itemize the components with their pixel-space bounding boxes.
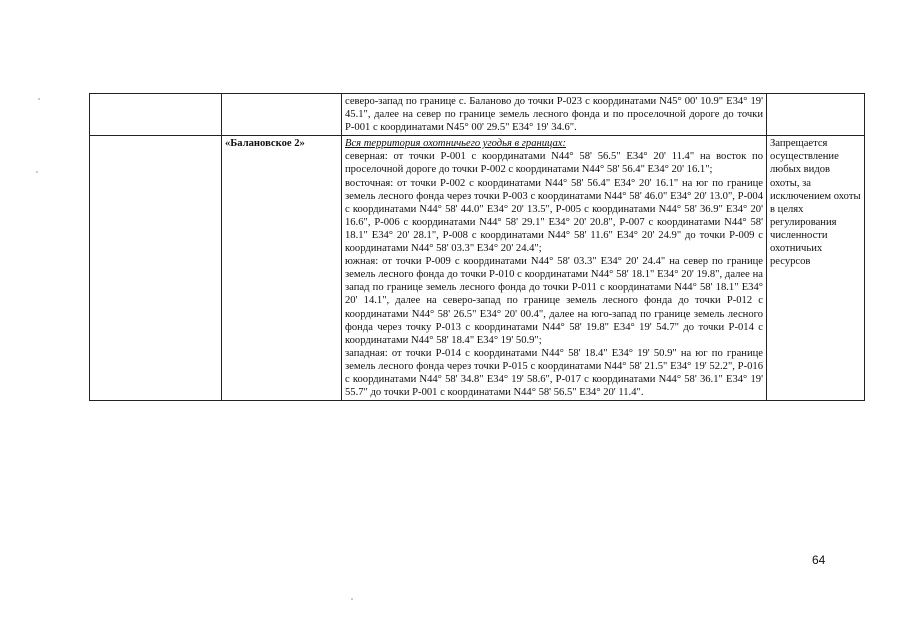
table-cell-number bbox=[90, 94, 222, 136]
boundary-continuation-text: северо-запад по границе с. Баланово до точки Р-023 с координатами N45° 00' 10.9" E34° 19' 45.1", далее на север по границе земель лесного фонда и по проселочной дороге до точки Р-001 с координатами N45° 00' 29.5" E34° 19' 34.6". bbox=[345, 96, 763, 134]
south-boundary-text: южная: от точки Р-009 с координатами N44° 58' 03.3" E34° 20' 24.4" на север по границе земель лесного фонда до точки Р-010 с координатами N44° 58' 18.1" E34° 20' 19.8", далее на запад по границе земель лесного фонда до точки Р-011 с координатами N44° 58' 18.1" E34° 20' 14.1", далее на северо-запад по границе земель лесного фонда до точки Р-012 с координатами N44° 58' 26.5" E34° 20' 00.4", далее на юго-запад по границе земель лесного фонда через точку Р-013 с координатами N44° 58' 19.8" E34° 19' 54.7" до точки Р-014 с координатами N44° 58' 18.4" E34° 19' 50.9"; bbox=[345, 256, 763, 346]
table-cell-number bbox=[90, 136, 222, 401]
table-cell-restrictions bbox=[767, 94, 865, 136]
hunting-grounds-table bbox=[89, 93, 865, 401]
east-boundary-text: восточная: от точки Р-002 с координатами N44° 58' 56.4" E34° 20' 16.1" на юг по границе земель лесного фонда через точки Р-003 с координатами N44° 58' 46.0" E34° 20' 13.0", Р-004 с координатами N44° 58' 44.0" E34° 20' 13.5", Р-005 с координатами N44° 58' 36.9" E34° 20' 16.6", Р-006 с координатами N44° 58' 29.1" E34° 20' 20.8", Р-007 с координатами N44° 58' 18.1" E34° 20' 28.1", Р-008 с координатами N44° 58' 11.6" E34° 20' 24.9" до точки Р-009 с координатами N44° 58' 03.3" E34° 20' 24.4"; bbox=[345, 177, 763, 255]
boundaries-heading: Вся территория охотничьего угодья в границах: bbox=[345, 138, 567, 150]
hunting-ground-name: «Балановское 2» bbox=[225, 138, 305, 150]
scan-speck bbox=[351, 598, 353, 600]
table-cell-name bbox=[222, 94, 342, 136]
table-cell-name bbox=[222, 136, 342, 401]
table-cell-boundaries bbox=[342, 94, 767, 136]
scan-speck bbox=[38, 98, 40, 100]
restriction-text: Запрещается осуществление любых видов охоты, за исключением охоты в целях регулирования численности охотничьих ресурсов bbox=[770, 138, 861, 268]
scan-speck bbox=[36, 171, 38, 173]
page-number: 64 bbox=[812, 553, 826, 567]
table-cell-boundaries bbox=[342, 136, 767, 401]
table-row bbox=[90, 94, 865, 136]
west-boundary-text: западная: от точки Р-014 с координатами N44° 58' 18.4" E34° 19' 50.9" на юг по границе земель лесного фонда через точки Р-015 с координатами N44° 58' 21.5" E34° 19' 52.2", Р-016 с координатами N44° 58' 34.8" E34° 19' 58.6", Р-017 с координатами N44° 58' 36.1" E34° 19' 55.7" до точки Р-001 с координатами N44° 58' 56.5" E34° 20' 11.4". bbox=[345, 347, 763, 399]
table-cell-restrictions bbox=[767, 136, 865, 401]
north-boundary-text: северная: от точки Р-001 с координатами N44° 58' 56.5" E34° 20' 11.4" на восток по проселочной дороге до точки Р-002 с координатами N44° 58' 56.4" E34° 20' 16.1"; bbox=[345, 151, 763, 176]
table-row bbox=[90, 136, 865, 401]
